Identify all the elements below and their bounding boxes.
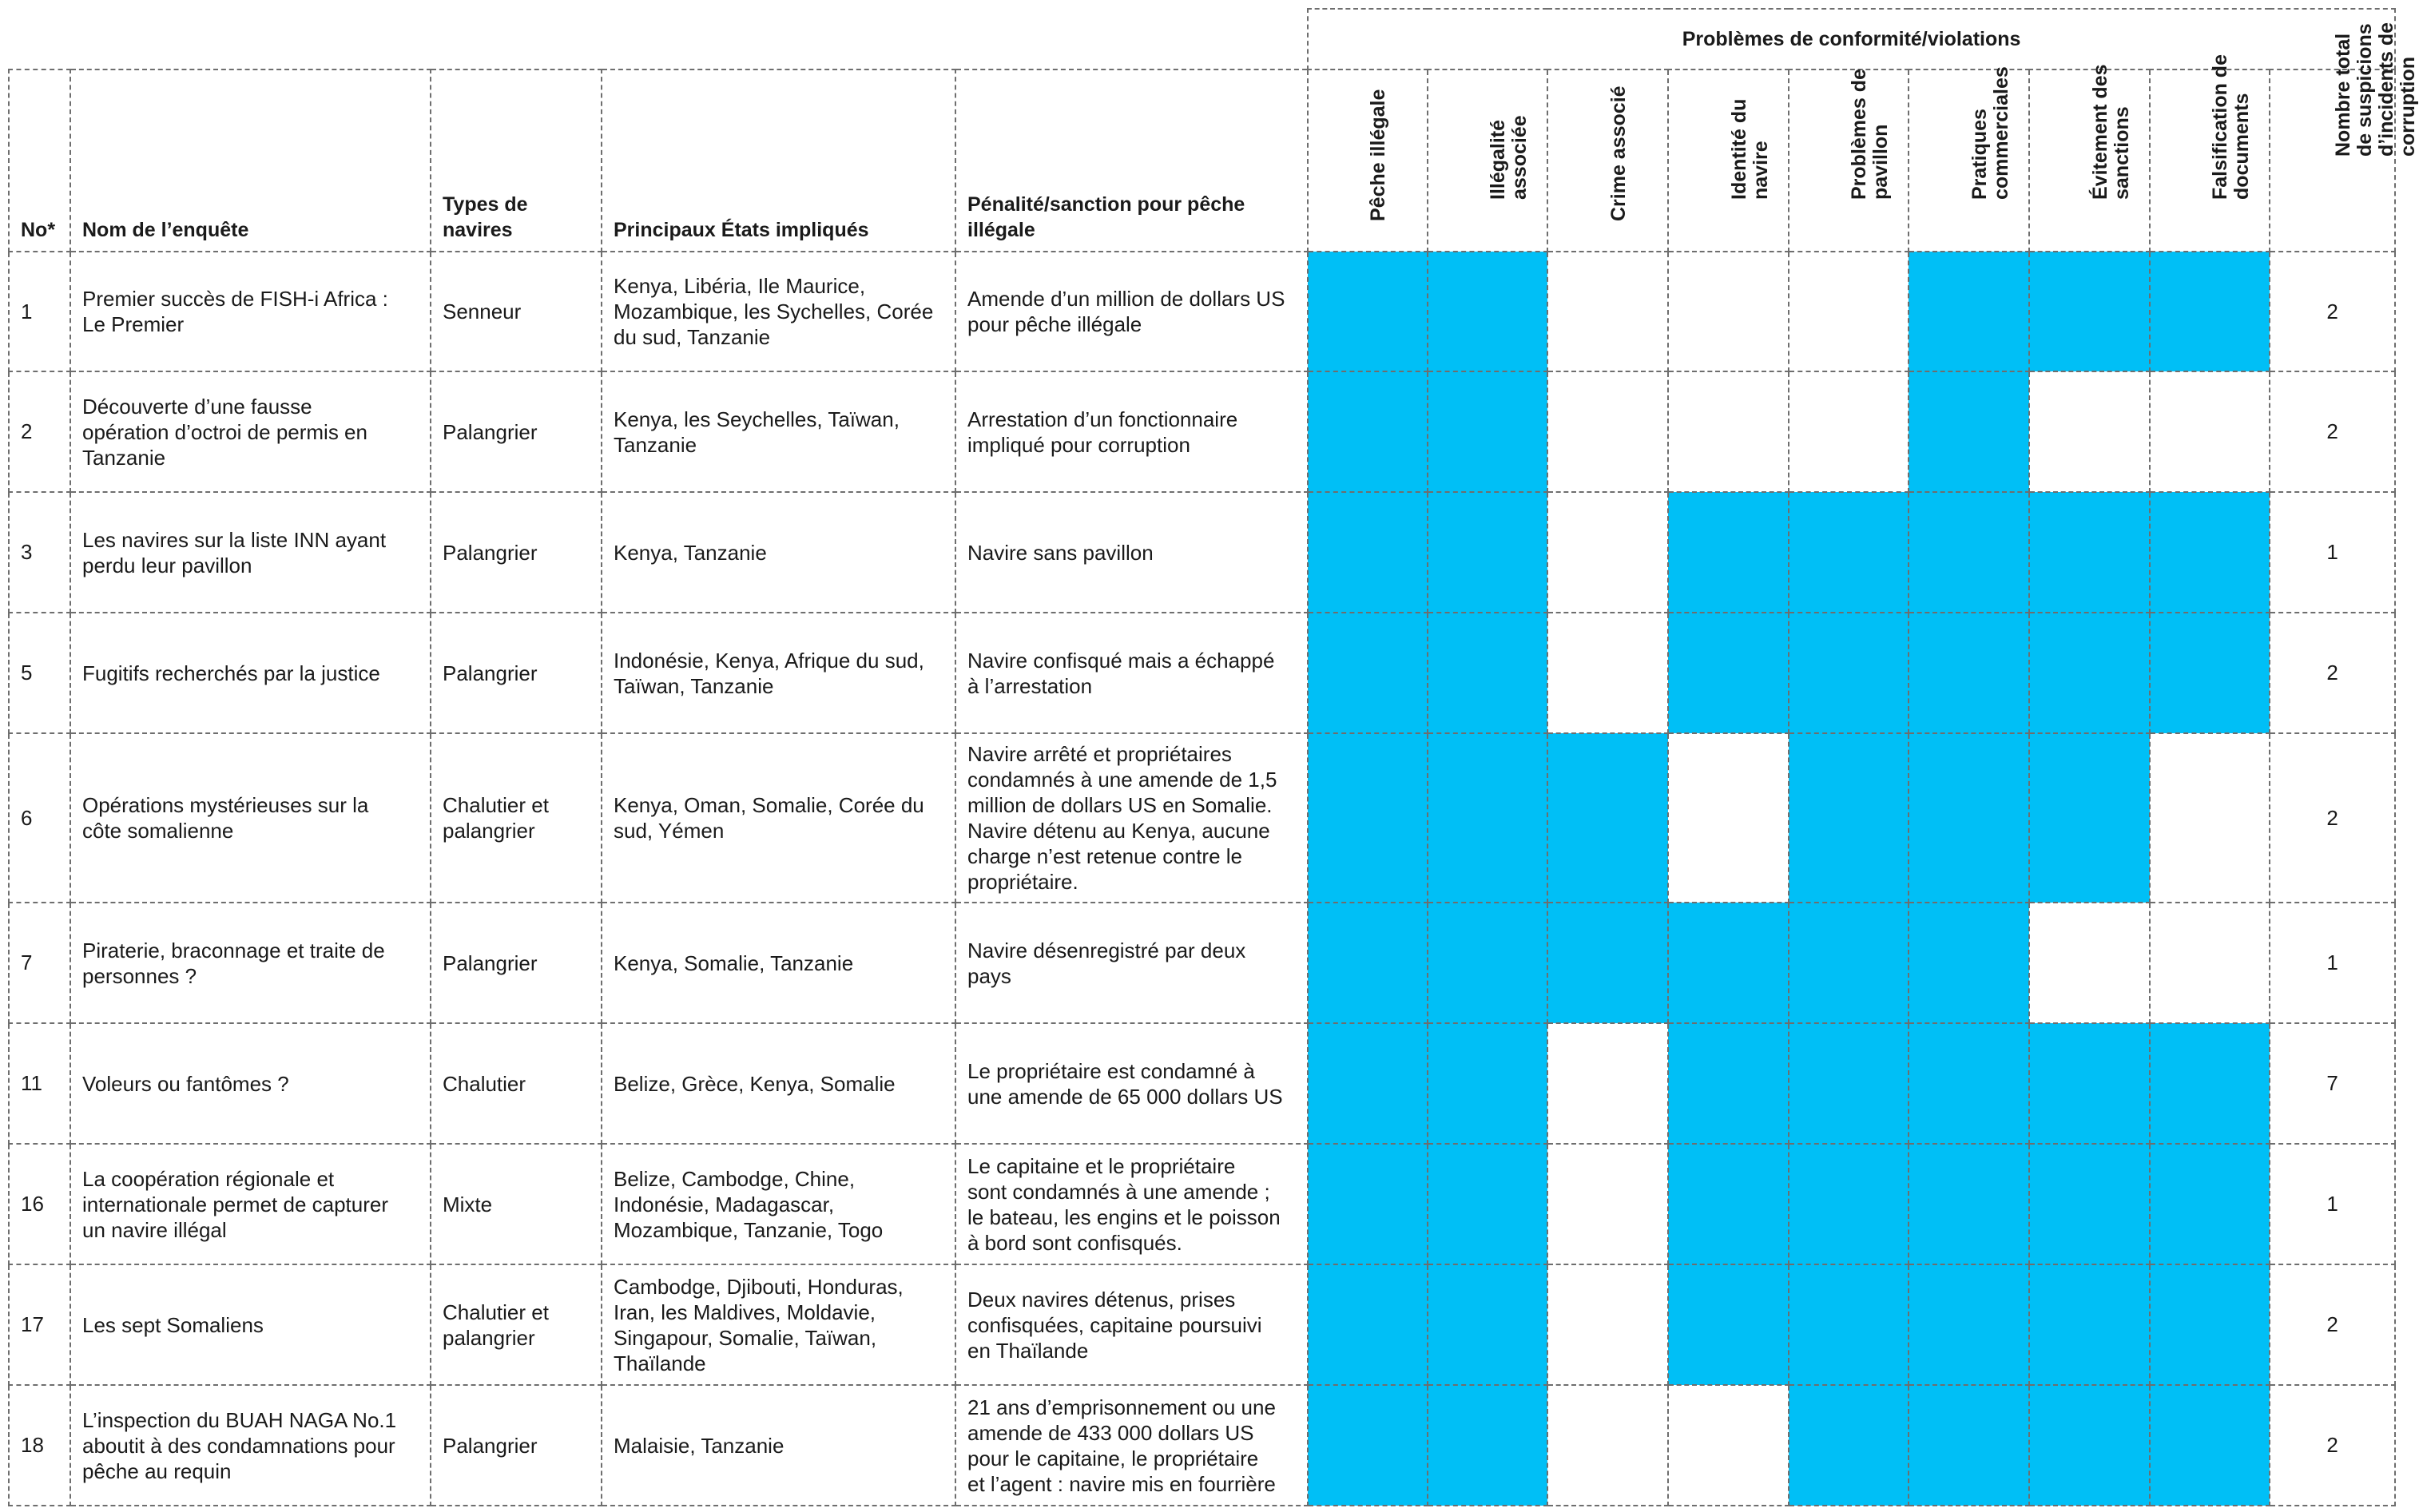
- violation-marker: [1909, 1023, 2029, 1144]
- table-row: [9, 733, 2395, 903]
- header-violation-line: Pêche illégale: [1367, 89, 1390, 221]
- violation-marker: [1668, 1385, 1789, 1506]
- violation-marker: [1909, 252, 2029, 371]
- violation-marker: [1547, 1385, 1668, 1506]
- violation-marker: [1308, 1385, 1428, 1506]
- violation-marker: [1789, 1023, 1909, 1144]
- header-total: [2270, 22, 2419, 252]
- case-name: Voleurs ou fantômes ?: [70, 1023, 431, 1144]
- violation-marker: [1308, 1144, 1428, 1264]
- header-violation-label: [1488, 115, 1531, 200]
- header-violation-line: Pratiques: [1968, 109, 1991, 200]
- case-number: 17: [9, 1264, 70, 1385]
- header-violation-label: [2210, 54, 2253, 200]
- case-number: 11: [9, 1023, 70, 1144]
- vessel-type: Chalutier et palangrier: [431, 1264, 602, 1385]
- violation-marker: [2029, 1385, 2150, 1506]
- header-violation-line: documents: [2230, 93, 2254, 200]
- states-involved: Kenya, Somalie, Tanzanie: [602, 903, 955, 1023]
- violation-marker: [1789, 1385, 1909, 1506]
- corruption-total: 2: [2270, 1264, 2395, 1385]
- violation-marker: [1547, 492, 1668, 613]
- states-involved: Cambodge, Djibouti, Honduras, Iran, les Maldives, Moldavie, Singapour, Somalie, Taïwan, Thaïlande: [602, 1264, 955, 1385]
- header-name: Nom de l’enquête: [70, 69, 431, 252]
- header-penalty: Pénalité/sanction pour pêche illégale: [955, 69, 1308, 252]
- header-spacer: [9, 9, 1308, 69]
- states-involved: Belize, Grèce, Kenya, Somalie: [602, 1023, 955, 1144]
- table-row: [9, 252, 2395, 371]
- case-name: Découverte d’une fausse opération d’octroi de permis en Tanzanie: [70, 371, 431, 492]
- violation-marker: [1909, 371, 2029, 492]
- corruption-total: 1: [2270, 903, 2395, 1023]
- case-name: L’inspection du BUAH NAGA No.1 aboutit à des condamnations pour pêche au requin: [70, 1385, 431, 1506]
- states-involved: Malaisie, Tanzanie: [602, 1385, 955, 1506]
- violation-marker: [1909, 492, 2029, 613]
- table-row: [9, 1144, 2395, 1264]
- header-violation-line: Problèmes de: [1848, 69, 1871, 200]
- violation-marker: [2029, 1023, 2150, 1144]
- violation-marker: [1668, 492, 1789, 613]
- header-violation: [1909, 66, 2029, 252]
- violation-marker: [1547, 252, 1668, 371]
- header-violation: [1308, 69, 1428, 252]
- corruption-total: 1: [2270, 1144, 2395, 1264]
- violation-marker: [2029, 1264, 2150, 1385]
- case-name: La coopération régionale et internationale permet de capturer un navire illégal: [70, 1144, 431, 1264]
- corruption-total: 2: [2270, 371, 2395, 492]
- violation-marker: [1428, 492, 1547, 613]
- header-violation: [2150, 54, 2270, 252]
- table-row: [9, 1385, 2395, 1506]
- table-row: [9, 492, 2395, 613]
- states-involved: Kenya, les Seychelles, Taïwan, Tanzanie: [602, 371, 955, 492]
- violation-marker: [1547, 1144, 1668, 1264]
- header-violation-label: [1608, 85, 1630, 221]
- case-name: Premier succès de FISH-i Africa : Le Premier: [70, 252, 431, 371]
- violation-marker: [1308, 1264, 1428, 1385]
- violation-marker: [1428, 1385, 1547, 1506]
- header-violation: [1428, 69, 1547, 252]
- case-number: 1: [9, 252, 70, 371]
- violation-marker: [1789, 252, 1909, 371]
- header-total-label: [2333, 22, 2419, 157]
- violation-marker: [2150, 1264, 2270, 1385]
- header-states: Principaux États impliqués: [602, 69, 955, 252]
- vessel-type: Palangrier: [431, 613, 602, 733]
- violation-marker: [1909, 1385, 2029, 1506]
- header-violation-line: Nombre total: [2331, 33, 2354, 157]
- header-violation-line: navire: [1749, 141, 1772, 200]
- header-violation: [2029, 64, 2150, 252]
- violation-marker: [1428, 252, 1547, 371]
- header-violation-line: associée: [1508, 115, 1531, 200]
- case-number: 6: [9, 733, 70, 903]
- header-violation-line: de suspicions: [2353, 23, 2376, 157]
- header-violation-line: Évitement des: [2088, 64, 2111, 200]
- header-violation: [1789, 69, 1909, 252]
- header-vessel-types: Types de navires: [431, 69, 602, 252]
- violation-marker: [1308, 613, 1428, 733]
- group-header: Problèmes de conformité/violations: [1308, 9, 2395, 69]
- corruption-total: 2: [2270, 252, 2395, 371]
- header-violation: [1668, 69, 1789, 252]
- violation-marker: [1308, 492, 1428, 613]
- violation-marker: [1547, 371, 1668, 492]
- states-involved: Belize, Cambodge, Chine, Indonésie, Madagascar, Mozambique, Tanzanie, Togo: [602, 1144, 955, 1264]
- case-name: Opérations mystérieuses sur la côte somalienne: [70, 733, 431, 903]
- violation-marker: [1547, 1023, 1668, 1144]
- penalty: Amende d’un million de dollars US pour pêche illégale: [955, 252, 1308, 371]
- vessel-type: Mixte: [431, 1144, 602, 1264]
- violation-marker: [1789, 733, 1909, 903]
- penalty: Le capitaine et le propriétaire sont condamnés à une amende ; le bateau, les engins et le poisson à bord sont confisqués.: [955, 1144, 1308, 1264]
- vessel-type: Palangrier: [431, 903, 602, 1023]
- violation-marker: [1308, 903, 1428, 1023]
- violation-marker: [2150, 1385, 2270, 1506]
- violation-marker: [1668, 1264, 1789, 1385]
- violation-marker: [1668, 903, 1789, 1023]
- penalty: Arrestation d’un fonctionnaire impliqué pour corruption: [955, 371, 1308, 492]
- vessel-type: Palangrier: [431, 1385, 602, 1506]
- header-violation-label: [2090, 64, 2133, 200]
- corruption-total: 7: [2270, 1023, 2395, 1144]
- header-violation-line: Crime associé: [1607, 85, 1630, 221]
- states-involved: Kenya, Libéria, Ile Maurice, Mozambique, les Sychelles, Corée du sud, Tanzanie: [602, 252, 955, 371]
- violation-marker: [2029, 733, 2150, 903]
- violation-marker: [1547, 903, 1668, 1023]
- violation-marker: [2150, 252, 2270, 371]
- violation-marker: [1428, 1144, 1547, 1264]
- violation-marker: [1428, 733, 1547, 903]
- states-involved: Kenya, Oman, Somalie, Corée du sud, Yémen: [602, 733, 955, 903]
- violation-marker: [1668, 1144, 1789, 1264]
- violation-marker: [1909, 1144, 2029, 1264]
- violation-marker: [1308, 371, 1428, 492]
- group-header-row: [9, 9, 2395, 69]
- violation-marker: [1668, 613, 1789, 733]
- violation-marker: [1789, 1264, 1909, 1385]
- violation-marker: [2150, 733, 2270, 903]
- header-violation-label: [1368, 89, 1389, 221]
- vessel-type: Senneur: [431, 252, 602, 371]
- violation-marker: [2150, 903, 2270, 1023]
- vessel-type: Chalutier et palangrier: [431, 733, 602, 903]
- header-violation-label: [1969, 66, 2012, 200]
- violation-marker: [1428, 903, 1547, 1023]
- column-header-row: [9, 69, 2395, 252]
- violation-marker: [1668, 371, 1789, 492]
- violation-marker: [2150, 1144, 2270, 1264]
- violation-marker: [2150, 371, 2270, 492]
- states-involved: Indonésie, Kenya, Afrique du sud, Taïwan, Tanzanie: [602, 613, 955, 733]
- penalty: Navire désenregistré par deux pays: [955, 903, 1308, 1023]
- penalty: Deux navires détenus, prises confisquées, capitaine poursuivi en Thaïlande: [955, 1264, 1308, 1385]
- corruption-total: 1: [2270, 492, 2395, 613]
- violation-marker: [1909, 733, 2029, 903]
- penalty: Navire arrêté et propriétaires condamnés à une amende de 1,5 million de dollars US en Somalie. Navire détenu au Kenya, aucune charge n’est retenue contre le propriétaire.: [955, 733, 1308, 903]
- violation-marker: [1789, 492, 1909, 613]
- penalty: 21 ans d’emprisonnement ou une amende de 433 000 dollars US pour le capitaine, le propriétaire et l’agent : navire mis en fourrière: [955, 1385, 1308, 1506]
- violation-marker: [2029, 252, 2150, 371]
- header-violation-label: [1729, 99, 1772, 200]
- table-row: [9, 1264, 2395, 1385]
- vessel-type: Chalutier: [431, 1023, 602, 1144]
- table-row: [9, 903, 2395, 1023]
- violation-marker: [2029, 1144, 2150, 1264]
- violation-marker: [1428, 1264, 1547, 1385]
- case-number: 5: [9, 613, 70, 733]
- header-violation-line: Illégalité: [1487, 119, 1510, 200]
- violation-marker: [2029, 903, 2150, 1023]
- violation-marker: [1547, 1264, 1668, 1385]
- penalty: Navire sans pavillon: [955, 492, 1308, 613]
- violation-marker: [1909, 613, 2029, 733]
- table-row: [9, 613, 2395, 733]
- penalty: Le propriétaire est condamné à une amende de 65 000 dollars US: [955, 1023, 1308, 1144]
- violation-marker: [2029, 613, 2150, 733]
- case-number: 7: [9, 903, 70, 1023]
- header-violation-label: [1849, 69, 1892, 200]
- case-name: Les sept Somaliens: [70, 1264, 431, 1385]
- vessel-type: Palangrier: [431, 492, 602, 613]
- vessel-type: Palangrier: [431, 371, 602, 492]
- violation-marker: [1428, 371, 1547, 492]
- violation-marker: [1428, 613, 1547, 733]
- violation-marker: [2150, 613, 2270, 733]
- violation-marker: [1789, 1144, 1909, 1264]
- violation-marker: [1789, 903, 1909, 1023]
- violation-marker: [1789, 613, 1909, 733]
- case-number: 18: [9, 1385, 70, 1506]
- violation-marker: [1909, 1264, 2029, 1385]
- header-violation-line: sanctions: [2110, 106, 2133, 200]
- case-number: 3: [9, 492, 70, 613]
- header-violation: [1547, 69, 1668, 252]
- violation-marker: [1668, 252, 1789, 371]
- table-row: [9, 371, 2395, 492]
- case-name: Piraterie, braconnage et traite de personnes ?: [70, 903, 431, 1023]
- violation-marker: [2029, 492, 2150, 613]
- header-violation-line: Identité du: [1727, 98, 1750, 200]
- violation-marker: [1789, 371, 1909, 492]
- violation-marker: [1308, 733, 1428, 903]
- case-number: 16: [9, 1144, 70, 1264]
- header-no: No*: [9, 69, 70, 252]
- violation-marker: [2029, 371, 2150, 492]
- violation-marker: [1308, 1023, 1428, 1144]
- violation-marker: [2150, 1023, 2270, 1144]
- corruption-total: 2: [2270, 733, 2395, 903]
- header-violation-line: commerciales: [1989, 66, 2012, 200]
- case-name: Fugitifs recherchés par la justice: [70, 613, 431, 733]
- violation-marker: [1308, 252, 1428, 371]
- header-violation-line: corruption: [2396, 57, 2419, 157]
- penalty: Navire confisqué mais a échappé à l’arrestation: [955, 613, 1308, 733]
- header-violation-line: Falsification de: [2209, 54, 2232, 200]
- corruption-total: 2: [2270, 1385, 2395, 1506]
- violation-marker: [1668, 1023, 1789, 1144]
- header-violation-line: pavillon: [1869, 124, 1893, 200]
- case-number: 2: [9, 371, 70, 492]
- states-involved: Kenya, Tanzanie: [602, 492, 955, 613]
- violation-marker: [1547, 613, 1668, 733]
- case-name: Les navires sur la liste INN ayant perdu leur pavillon: [70, 492, 431, 613]
- violation-marker: [1428, 1023, 1547, 1144]
- table-row: [9, 1023, 2395, 1144]
- violations-table: [8, 8, 2419, 1506]
- violation-marker: [1547, 733, 1668, 903]
- violation-marker: [1668, 733, 1789, 903]
- header-violation-line: d’incidents de: [2374, 22, 2397, 157]
- violation-marker: [2150, 492, 2270, 613]
- violation-marker: [1909, 903, 2029, 1023]
- corruption-total: 2: [2270, 613, 2395, 733]
